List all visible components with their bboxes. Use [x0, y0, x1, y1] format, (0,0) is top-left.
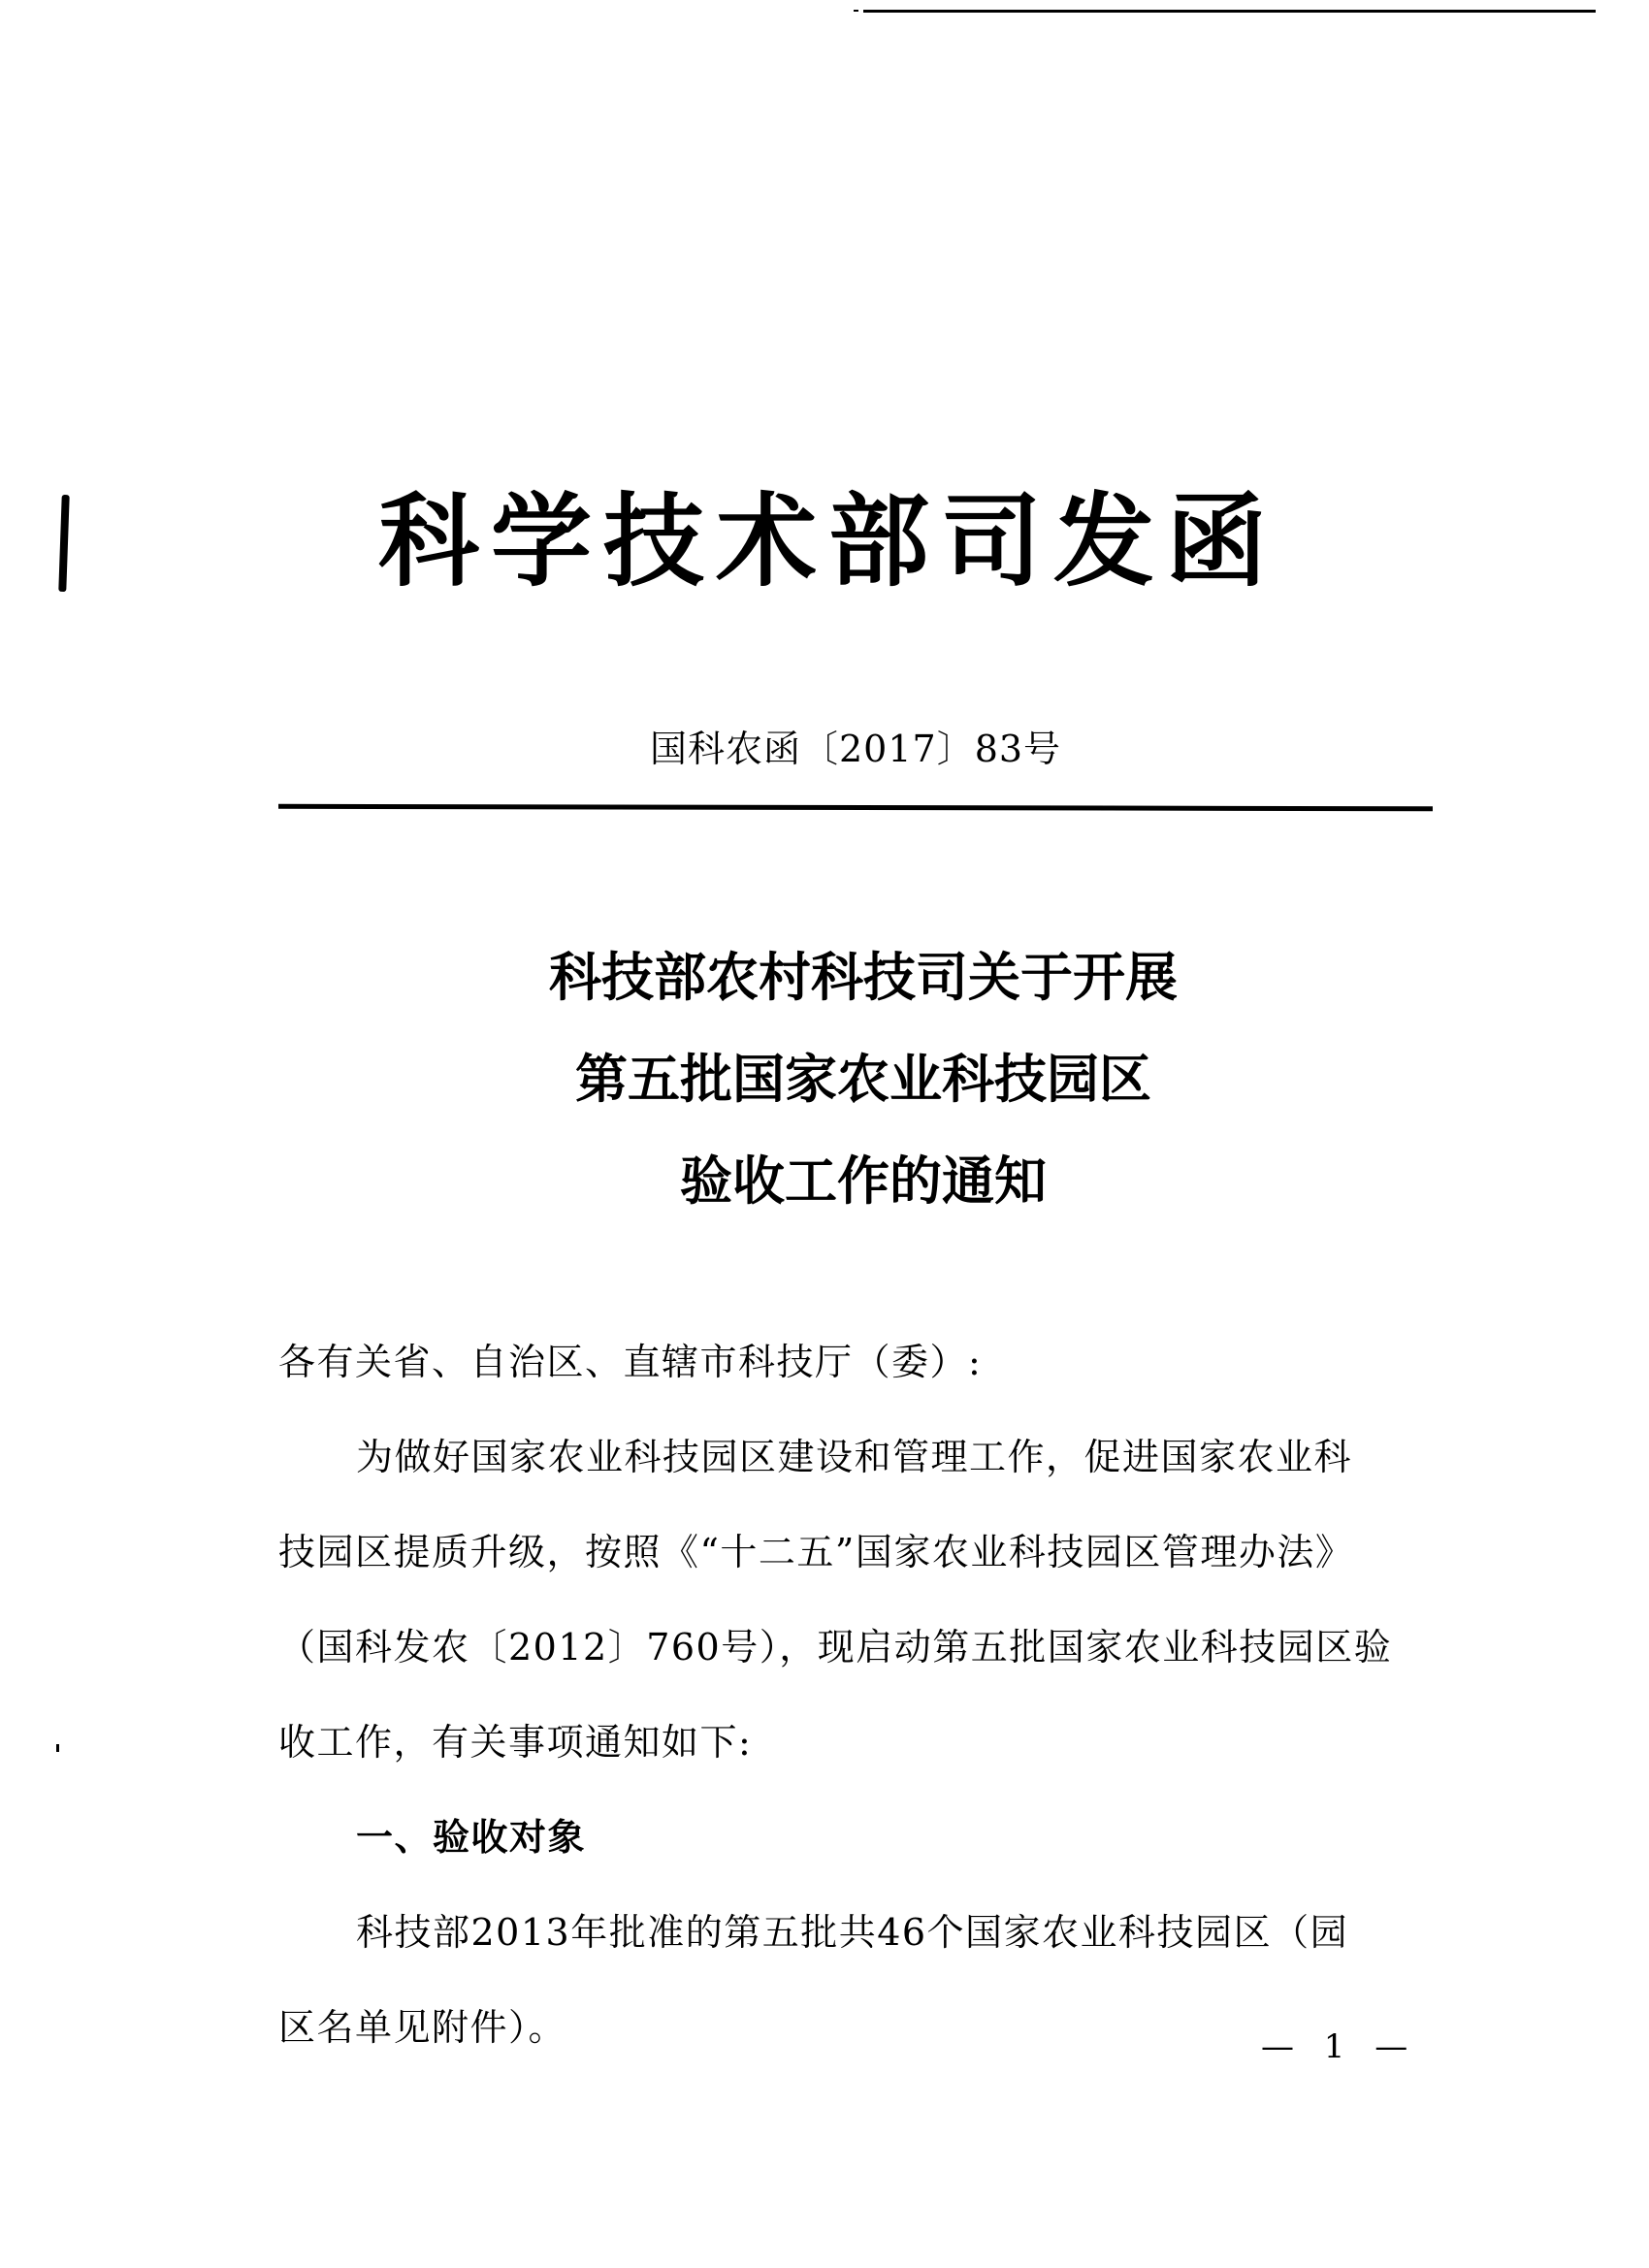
header-divider-rule: [278, 804, 1433, 811]
document-body: [278, 1314, 1457, 2075]
salutation: 各有关省、自治区、直辖市科技厅（委）:: [278, 1341, 983, 1383]
issuing-authority-masthead: 科学技术部司发函: [378, 482, 1279, 600]
intro-line-4: 收工作，有关事项通知如下:: [278, 1721, 753, 1764]
document-title: [291, 926, 1436, 1232]
title-line-2: 第五批国家农业科技园区: [575, 1049, 1151, 1110]
scan-artifact-top-line: [863, 10, 1596, 13]
intro-line-3: （国科发农〔2012〕760号），现启动第五批国家农业科技园区验: [278, 1626, 1393, 1669]
scan-artifact-dot: [56, 1744, 59, 1752]
document-number: 国科农函〔2017〕83号: [650, 728, 1062, 770]
section-line-2: 区名单见附件）。: [278, 2006, 567, 2049]
section-line-1: 科技部2013年批准的第五批共46个国家农业科技园区（园: [356, 1911, 1349, 1954]
page-number: — 1 —: [1261, 2027, 1418, 2066]
title-line-1: 科技部农村科技司关于开展: [549, 947, 1178, 1008]
intro-line-2: 技园区提质升级，按照《“十二五”国家农业科技园区管理办法》: [278, 1531, 1354, 1573]
title-line-3: 验收工作的通知: [680, 1150, 1047, 1212]
scan-artifact-binding-mark: [58, 495, 69, 592]
intro-line-1: 为做好国家农业科技园区建设和管理工作，促进国家农业科: [356, 1436, 1353, 1478]
intro-paragraph: [278, 1409, 1457, 1790]
section-heading: 一、验收对象: [356, 1816, 587, 1859]
